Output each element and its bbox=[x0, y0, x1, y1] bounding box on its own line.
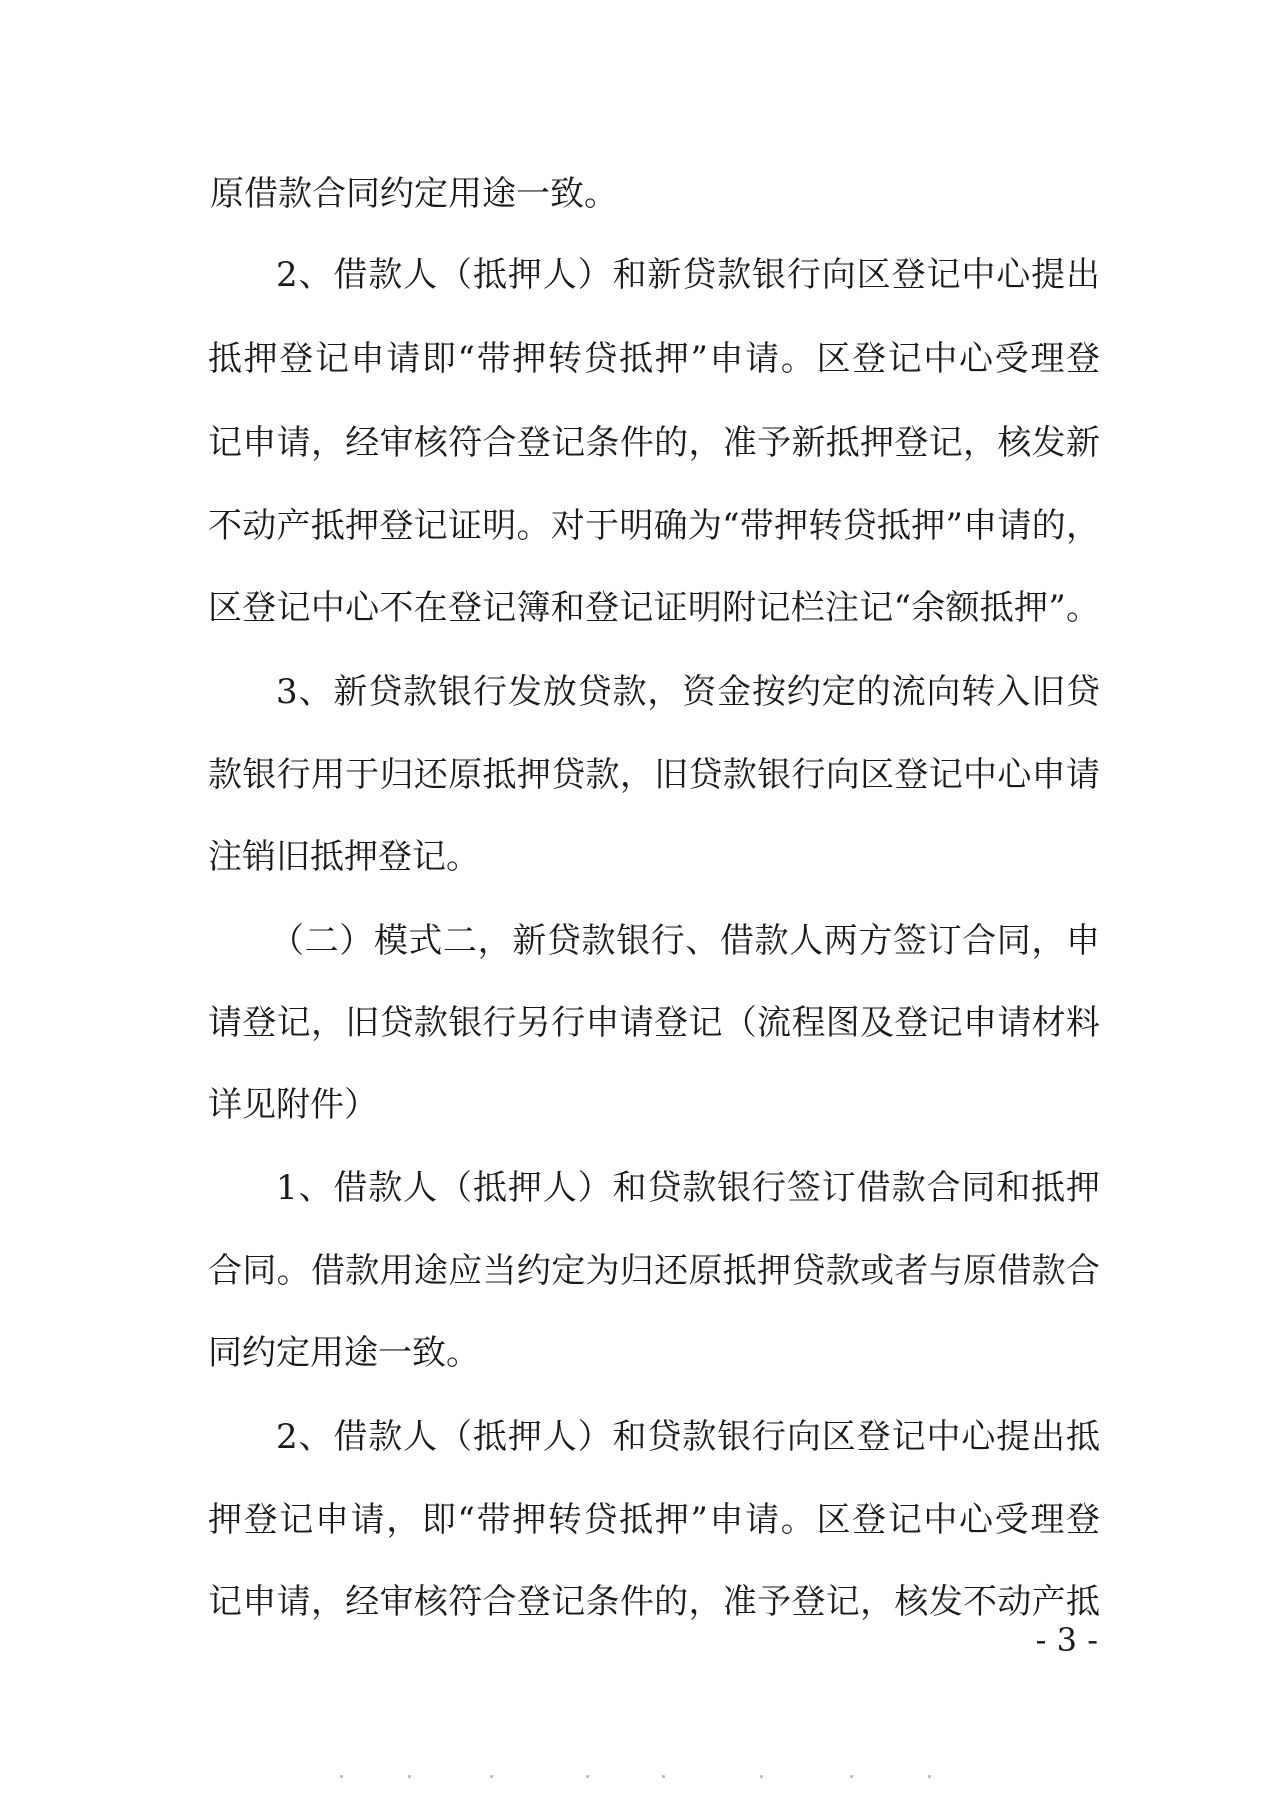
scan-speck bbox=[490, 1775, 493, 1778]
text-line: 记申请，经审核符合登记条件的，准予新抵押登记，核发新 bbox=[208, 423, 1100, 463]
text-line: 抵押登记申请即“带押转贷抵押”申请。区登记中心受理登 bbox=[208, 339, 1100, 379]
text-line: 记申请，经审核符合登记条件的，准予登记，核发不动产抵 bbox=[208, 1582, 1100, 1622]
text-line: 请登记，旧贷款银行另行申请登记（流程图及登记申请材料 bbox=[208, 1003, 1100, 1043]
text-line: 详见附件） bbox=[208, 1085, 378, 1125]
scan-speck bbox=[850, 1775, 853, 1778]
text-line: 区登记中心不在登记簿和登记证明附记栏注记“余额抵押”。 bbox=[208, 588, 1100, 628]
text-line: 不动产抵押登记证明。对于明确为“带押转贷抵押”申请的， bbox=[208, 506, 1100, 546]
scan-speck bbox=[760, 1775, 763, 1778]
scan-speck bbox=[586, 1775, 589, 1778]
text-line: 同约定用途一致。 bbox=[208, 1333, 480, 1373]
text-line: 2、借款人（抵押人）和新贷款银行向区登记中心提出 bbox=[276, 255, 1100, 295]
scan-speck bbox=[662, 1775, 665, 1778]
text-line: 注销旧抵押登记。 bbox=[208, 837, 480, 877]
scan-speck bbox=[928, 1775, 931, 1778]
text-line: 款银行用于归还原抵押贷款，旧贷款银行向区登记中心申请 bbox=[208, 755, 1100, 795]
text-line: 合同。借款用途应当约定为归还原抵押贷款或者与原借款合 bbox=[208, 1251, 1100, 1291]
text-line: 3、新贷款银行发放贷款，资金按约定的流向转入旧贷 bbox=[276, 672, 1100, 712]
scan-speck bbox=[408, 1775, 411, 1778]
text-line: 原借款合同约定用途一致。 bbox=[210, 174, 618, 214]
text-line: （二）模式二，新贷款银行、借款人两方签订合同，申 bbox=[270, 921, 1100, 961]
text-line: 押登记申请，即“带押转贷抵押”申请。区登记中心受理登 bbox=[208, 1500, 1100, 1540]
page-number: - 3 - bbox=[1035, 1621, 1098, 1659]
text-line: 1、借款人（抵押人）和贷款银行签订借款合同和抵押 bbox=[276, 1168, 1100, 1208]
scan-specks bbox=[340, 1775, 940, 1785]
text-line: 2、借款人（抵押人）和贷款银行向区登记中心提出抵 bbox=[276, 1417, 1100, 1457]
scan-speck bbox=[340, 1775, 343, 1778]
